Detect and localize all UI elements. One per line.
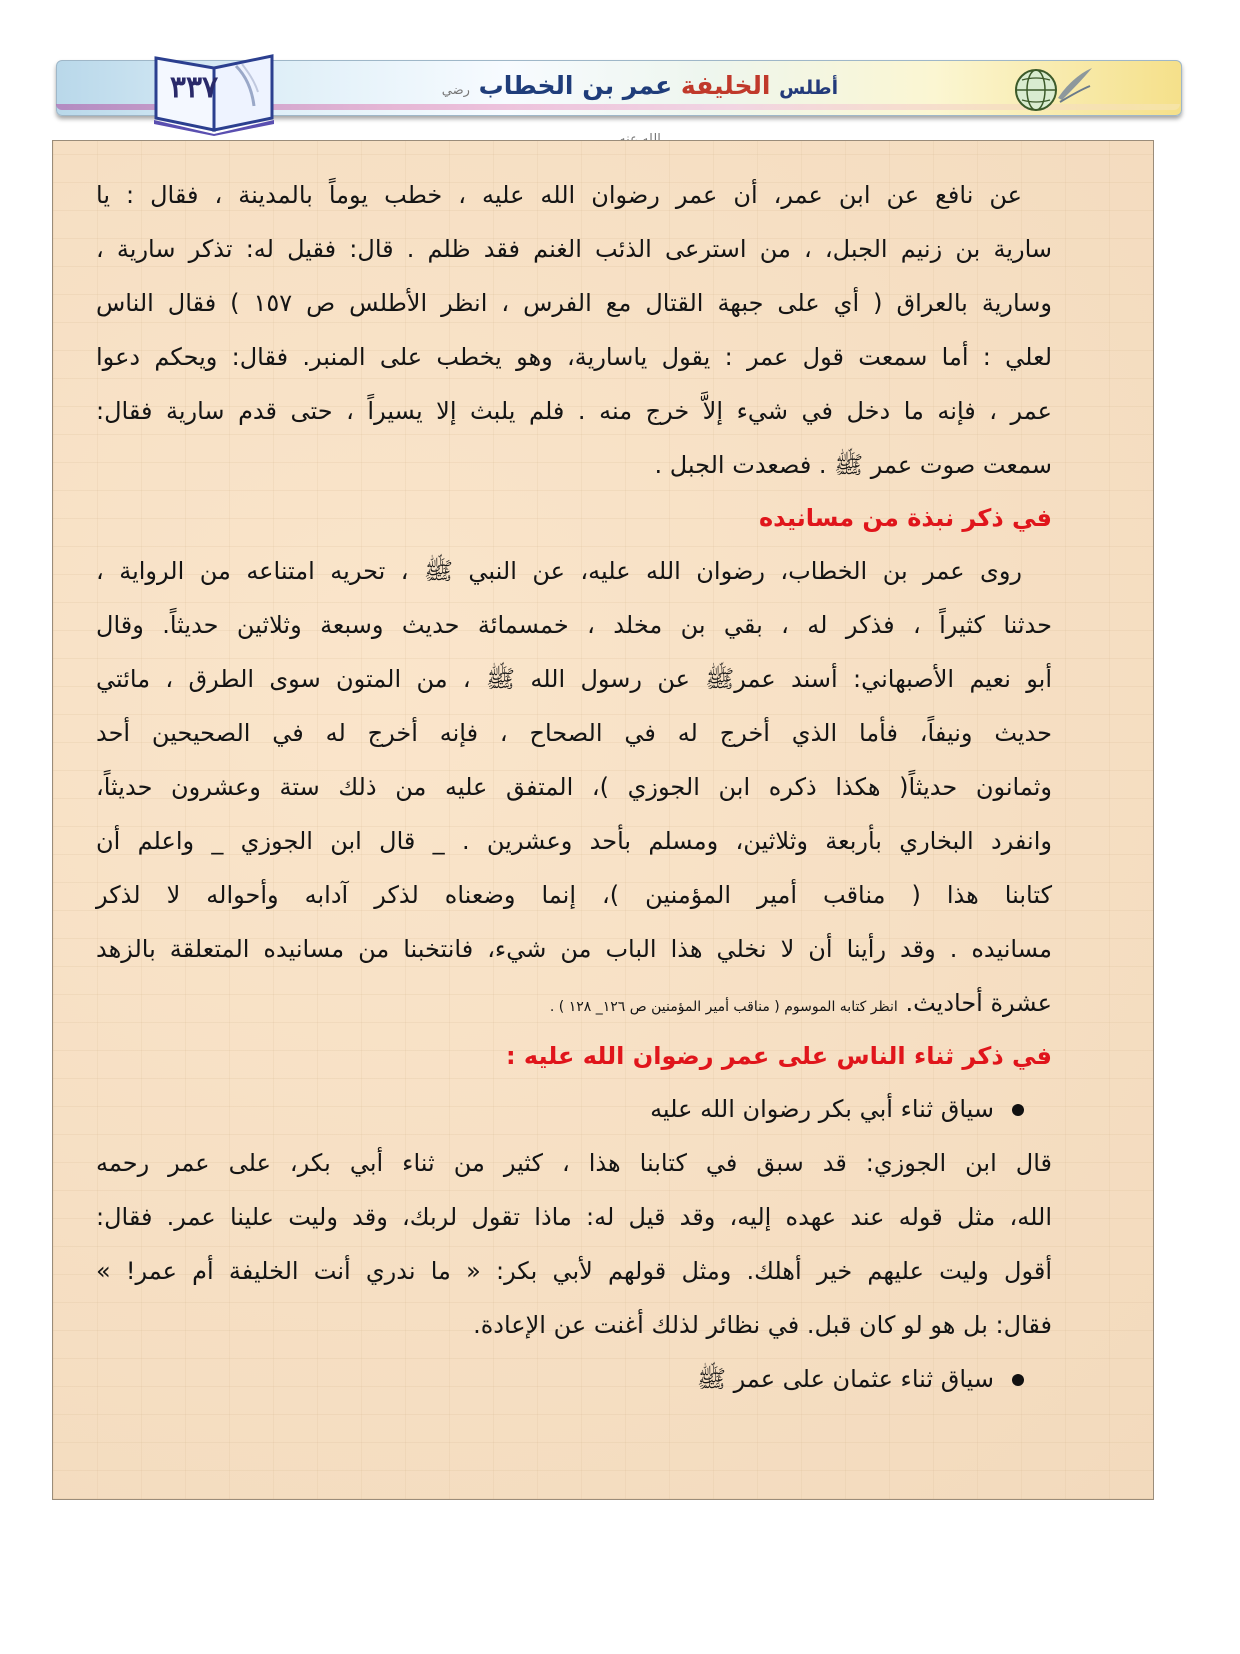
header-title-word-atlas: أطلس: [779, 77, 839, 99]
section-heading: في ذكر ثناء الناس على عمر رضوان الله عليه :: [505, 1042, 1052, 1070]
globe-logo-icon: [1000, 62, 1096, 114]
bullet-dot-icon: [1012, 1374, 1024, 1386]
header-title-honorific: رضي: [441, 83, 470, 98]
paragraph-line: حدثنا كثيراً ، فذكر له ، بقي بن مخلد ، خمسمائة حديث وسبعة وثلاثين حديثاً. وقال: [96, 611, 1052, 639]
paragraph-line: كتابنا هذا ( مناقب أمير المؤمنين )، إنما وضعناه لذكر آدابه وأحواله لا لذكر: [96, 881, 1052, 909]
reference-note: انظر كتابه الموسوم ( مناقب أمير المؤمنين ص ١٢٦_ ١٢٨ ) .: [549, 999, 898, 1015]
paragraph-line: مسانيده . وقد رأينا أن لا نخلي هذا الباب من شيء، فانتخبنا من مسانيده المتعلقة بالزهد: [96, 935, 1052, 963]
paragraph-line: عن نافع عن ابن عمر، أن عمر رضوان الله عليه ، خطب يوماً بالمدينة ، فقال : يا: [96, 181, 1022, 209]
section-heading: في ذكر نبذة من مسانيده: [758, 504, 1052, 532]
paragraph-line: وسارية بالعراق ( أي على جبهة القتال مع الفرس ، انظر الأطلس ص ١٥٧ ) فقال الناس: [96, 289, 1052, 317]
paragraph-line: وثمانون حديثاً( هكذا ذكره ابن الجوزي )، المتفق عليه من ذلك ستة وعشرون حديثاً،: [96, 773, 1052, 801]
header-title: [440, 64, 840, 108]
page-number: ٣٣٧: [169, 70, 219, 105]
paragraph-text: عشرة أحاديث.: [905, 989, 1052, 1017]
paragraph-line: عمر ، فإنه ما دخل في شيء إلاَّ خرج منه . فلم يلبث إلا يسيراً ، حتى قدم سارية فقال:: [96, 397, 1052, 425]
paragraph-line: أبو نعيم الأصبهاني: أسند عمرﷺ عن رسول الله ﷺ ، من المتون سوى الطرق ، مائتي: [96, 665, 1052, 693]
paragraph-line: روى عمر بن الخطاب، رضوان الله عليه، عن النبي ﷺ ، تحريه امتناعه من الرواية ،: [96, 557, 1022, 585]
paragraph-line: سارية بن زنيم الجبل، ، من استرعى الذئب الغنم فقد ظلم . قال: فقيل له: تذكر سارية ،: [96, 235, 1052, 263]
paragraph-line: حديث ونيفاً، فأما الذي أخرج له في الصحاح ، فإنه أخرج له في الصحيحين أحد: [96, 719, 1052, 747]
paragraph-line: سمعت صوت عمر ﷺ . فصعدت الجبل .: [654, 451, 1052, 479]
bullet-item: [96, 1352, 1052, 1406]
bullet-item: [96, 1082, 1052, 1136]
paragraph-line: قال ابن الجوزي: قد سبق في كتابنا هذا ، كثير من ثناء أبي بكر، على عمر رحمه: [96, 1149, 1052, 1177]
bullet-text: سياق ثناء عثمان على عمر ﷺ: [696, 1365, 994, 1393]
page-content: [96, 168, 1052, 1406]
paragraph-line: الله، مثل قوله عند عهده إليه، وقد قيل له: ماذا تقول لربك، وقد وليت علينا عمر. فقال:: [96, 1203, 1052, 1231]
bullet-dot-icon: [1012, 1104, 1024, 1116]
header-title-name: عمر بن الخطاب: [478, 71, 673, 100]
paragraph-line: أقول وليت عليهم خير أهلك. ومثل قولهم لأبي بكر: « ما ندري أنت الخليفة أم عمر! »: [96, 1257, 1052, 1285]
paragraph-line: لعلي : أما سمعت قول عمر : يقول ياسارية، وهو يخطب على المنبر. فقال: ويحكم دعوا: [96, 343, 1052, 371]
paragraph-line: فقال: بل هو لو كان قبل. في نظائر لذلك أغنت عن الإعادة.: [473, 1311, 1052, 1339]
bullet-text: سياق ثناء أبي بكر رضوان الله عليه: [650, 1095, 994, 1123]
header-title-word-caliph: الخليفة: [680, 71, 771, 100]
paragraph-line: [96, 976, 1052, 1030]
paragraph-line: وانفرد البخاري بأربعة وثلاثين، ومسلم بأحد وعشرين . _ قال ابن الجوزي _ واعلم أن: [96, 827, 1052, 855]
